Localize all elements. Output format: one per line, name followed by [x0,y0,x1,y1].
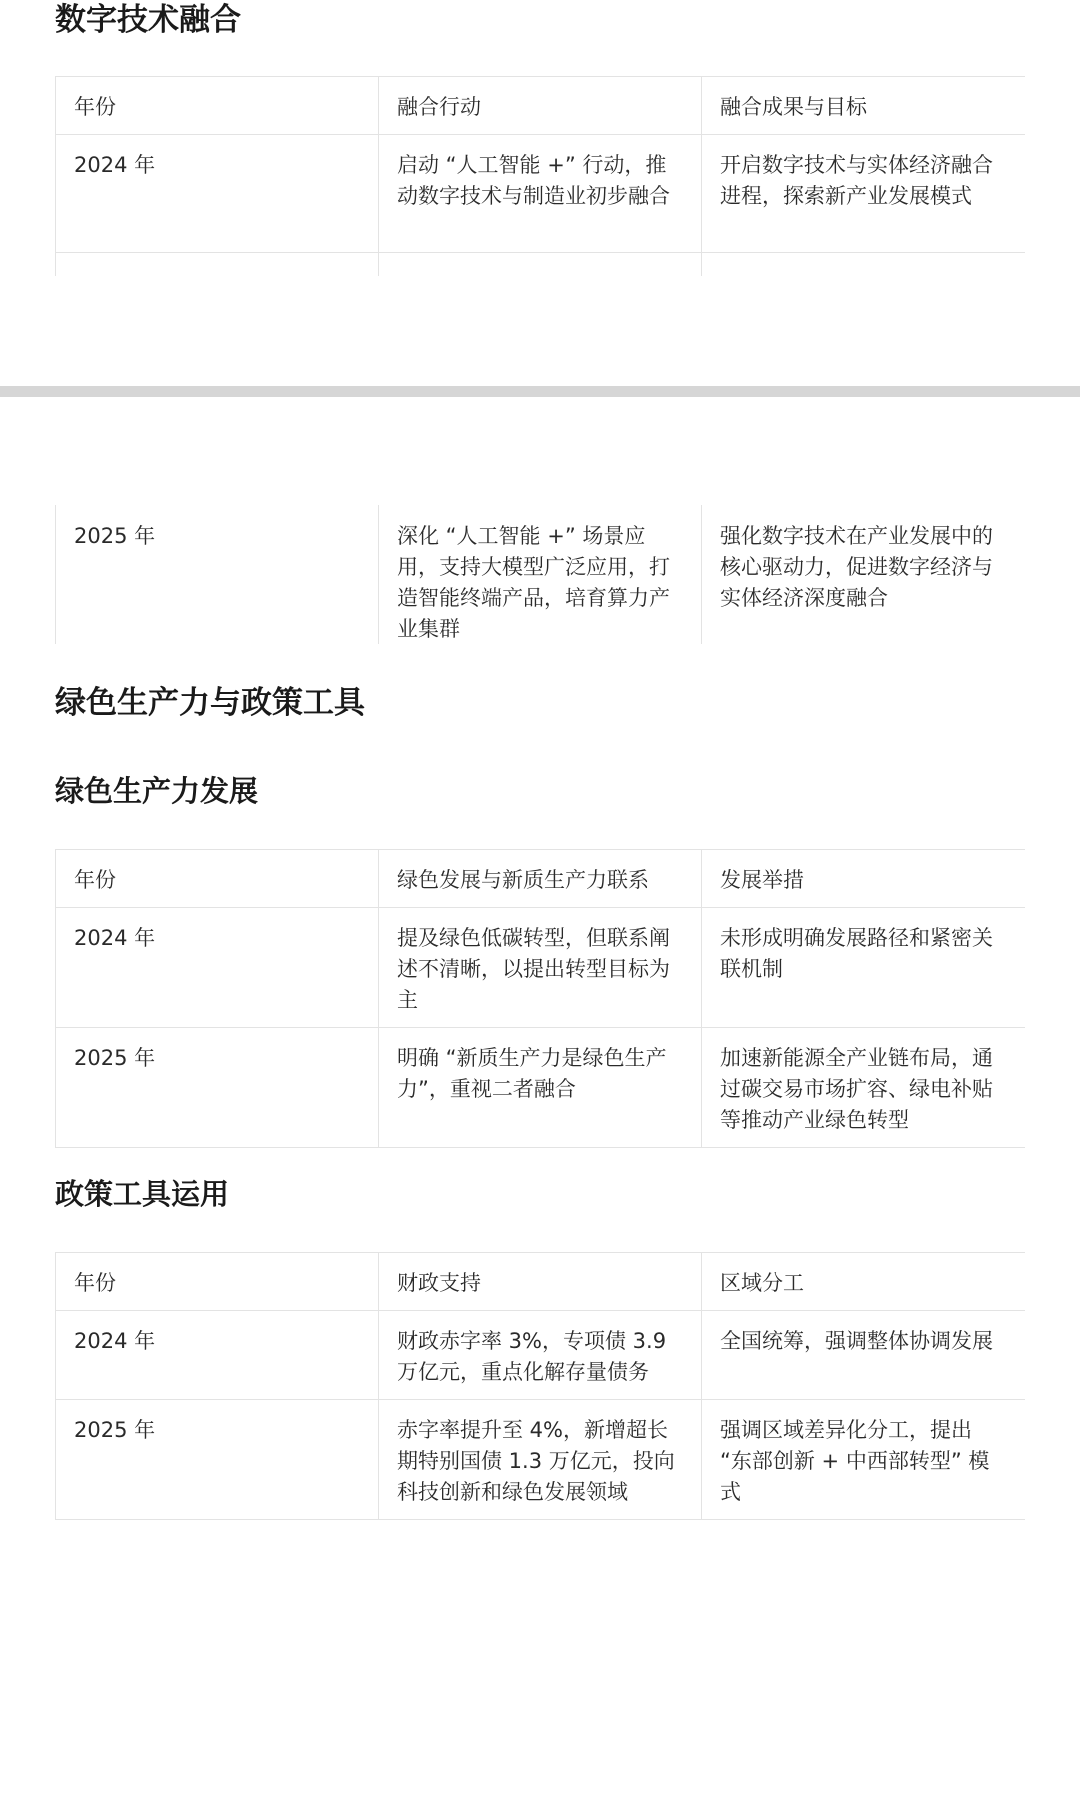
table-cell: 全国统筹，强调整体协调发展 [702,1311,1026,1400]
table-row [56,908,1026,1028]
table-cell: 明确 “新质生产力是绿色生产力”，重视二者融合 [379,1028,702,1148]
table-cell: 未形成明确发展路径和紧密关联机制 [702,908,1026,1028]
green-table-container [55,849,1025,1148]
header-cell: 财政支持 [379,1253,702,1311]
table-cell: 2024 年 [56,135,379,253]
table-cell: 深化 “人工智能 +” 场景应用，支持大模型广泛应用，打造智能终端产品，培育算力产业集群 [379,505,702,644]
header-cell: 年份 [56,850,379,908]
table-header-row [56,850,1026,908]
table-cell: 2024 年 [56,1311,379,1400]
table-cell: 2024 年 [56,908,379,1028]
header-cell: 发展举措 [702,850,1026,908]
table-cell: 财政赤字率 3%，专项债 3.9 万亿元，重点化解存量债务 [379,1311,702,1400]
table-row [56,135,1026,253]
digital-table [55,76,1025,276]
table-cell: 强化数字技术在产业发展中的核心驱动力，促进数字经济与实体经济深度融合 [702,505,1026,644]
digital-table-bottom-fragment [55,505,1025,644]
table-header-row [56,77,1026,135]
header-cell: 区域分工 [702,1253,1026,1311]
table-cell: 启动 “人工智能 +” 行动，推动数字技术与制造业初步融合 [379,135,702,253]
green-table [55,849,1025,1148]
section-title-digital: 数字技术融合 [55,2,241,38]
table-row [56,1028,1026,1148]
table-cell: 赤字率提升至 4%，新增超长期特别国债 1.3 万亿元，投向科技创新和绿色发展领域 [379,1400,702,1520]
header-cell: 融合成果与目标 [702,77,1026,135]
subsection-title-policy: 政策工具运用 [55,1177,230,1211]
header-cell: 绿色发展与新质生产力联系 [379,850,702,908]
policy-table-container [55,1252,1025,1520]
table-row-partial [56,253,1026,277]
header-cell: 年份 [56,1253,379,1311]
table-header-row [56,1253,1026,1311]
table-cell: 加速新能源全产业链布局，通过碳交易市场扩容、绿电补贴等推动产业绿色转型 [702,1028,1026,1148]
header-cell: 年份 [56,77,379,135]
table-cell: 提及绿色低碳转型，但联系阐述不清晰，以提出转型目标为主 [379,908,702,1028]
table-cell: 强调区域差异化分工，提出 “东部创新 + 中西部转型” 模式 [702,1400,1026,1520]
header-cell: 融合行动 [379,77,702,135]
digital-table-continued [55,505,1025,644]
page-divider [0,386,1080,397]
table-row [56,1311,1026,1400]
table-row [56,1400,1026,1520]
policy-table [55,1252,1025,1520]
table-row [56,505,1026,644]
section-title-green-policy: 绿色生产力与政策工具 [55,685,365,721]
digital-table-top-fragment [55,76,1025,276]
subsection-title-green: 绿色生产力发展 [55,774,259,808]
table-cell: 2025 年 [56,505,379,644]
table-cell: 2025 年 [56,1400,379,1520]
table-cell: 2025 年 [56,1028,379,1148]
table-cell: 开启数字技术与实体经济融合进程，探索新产业发展模式 [702,135,1026,253]
